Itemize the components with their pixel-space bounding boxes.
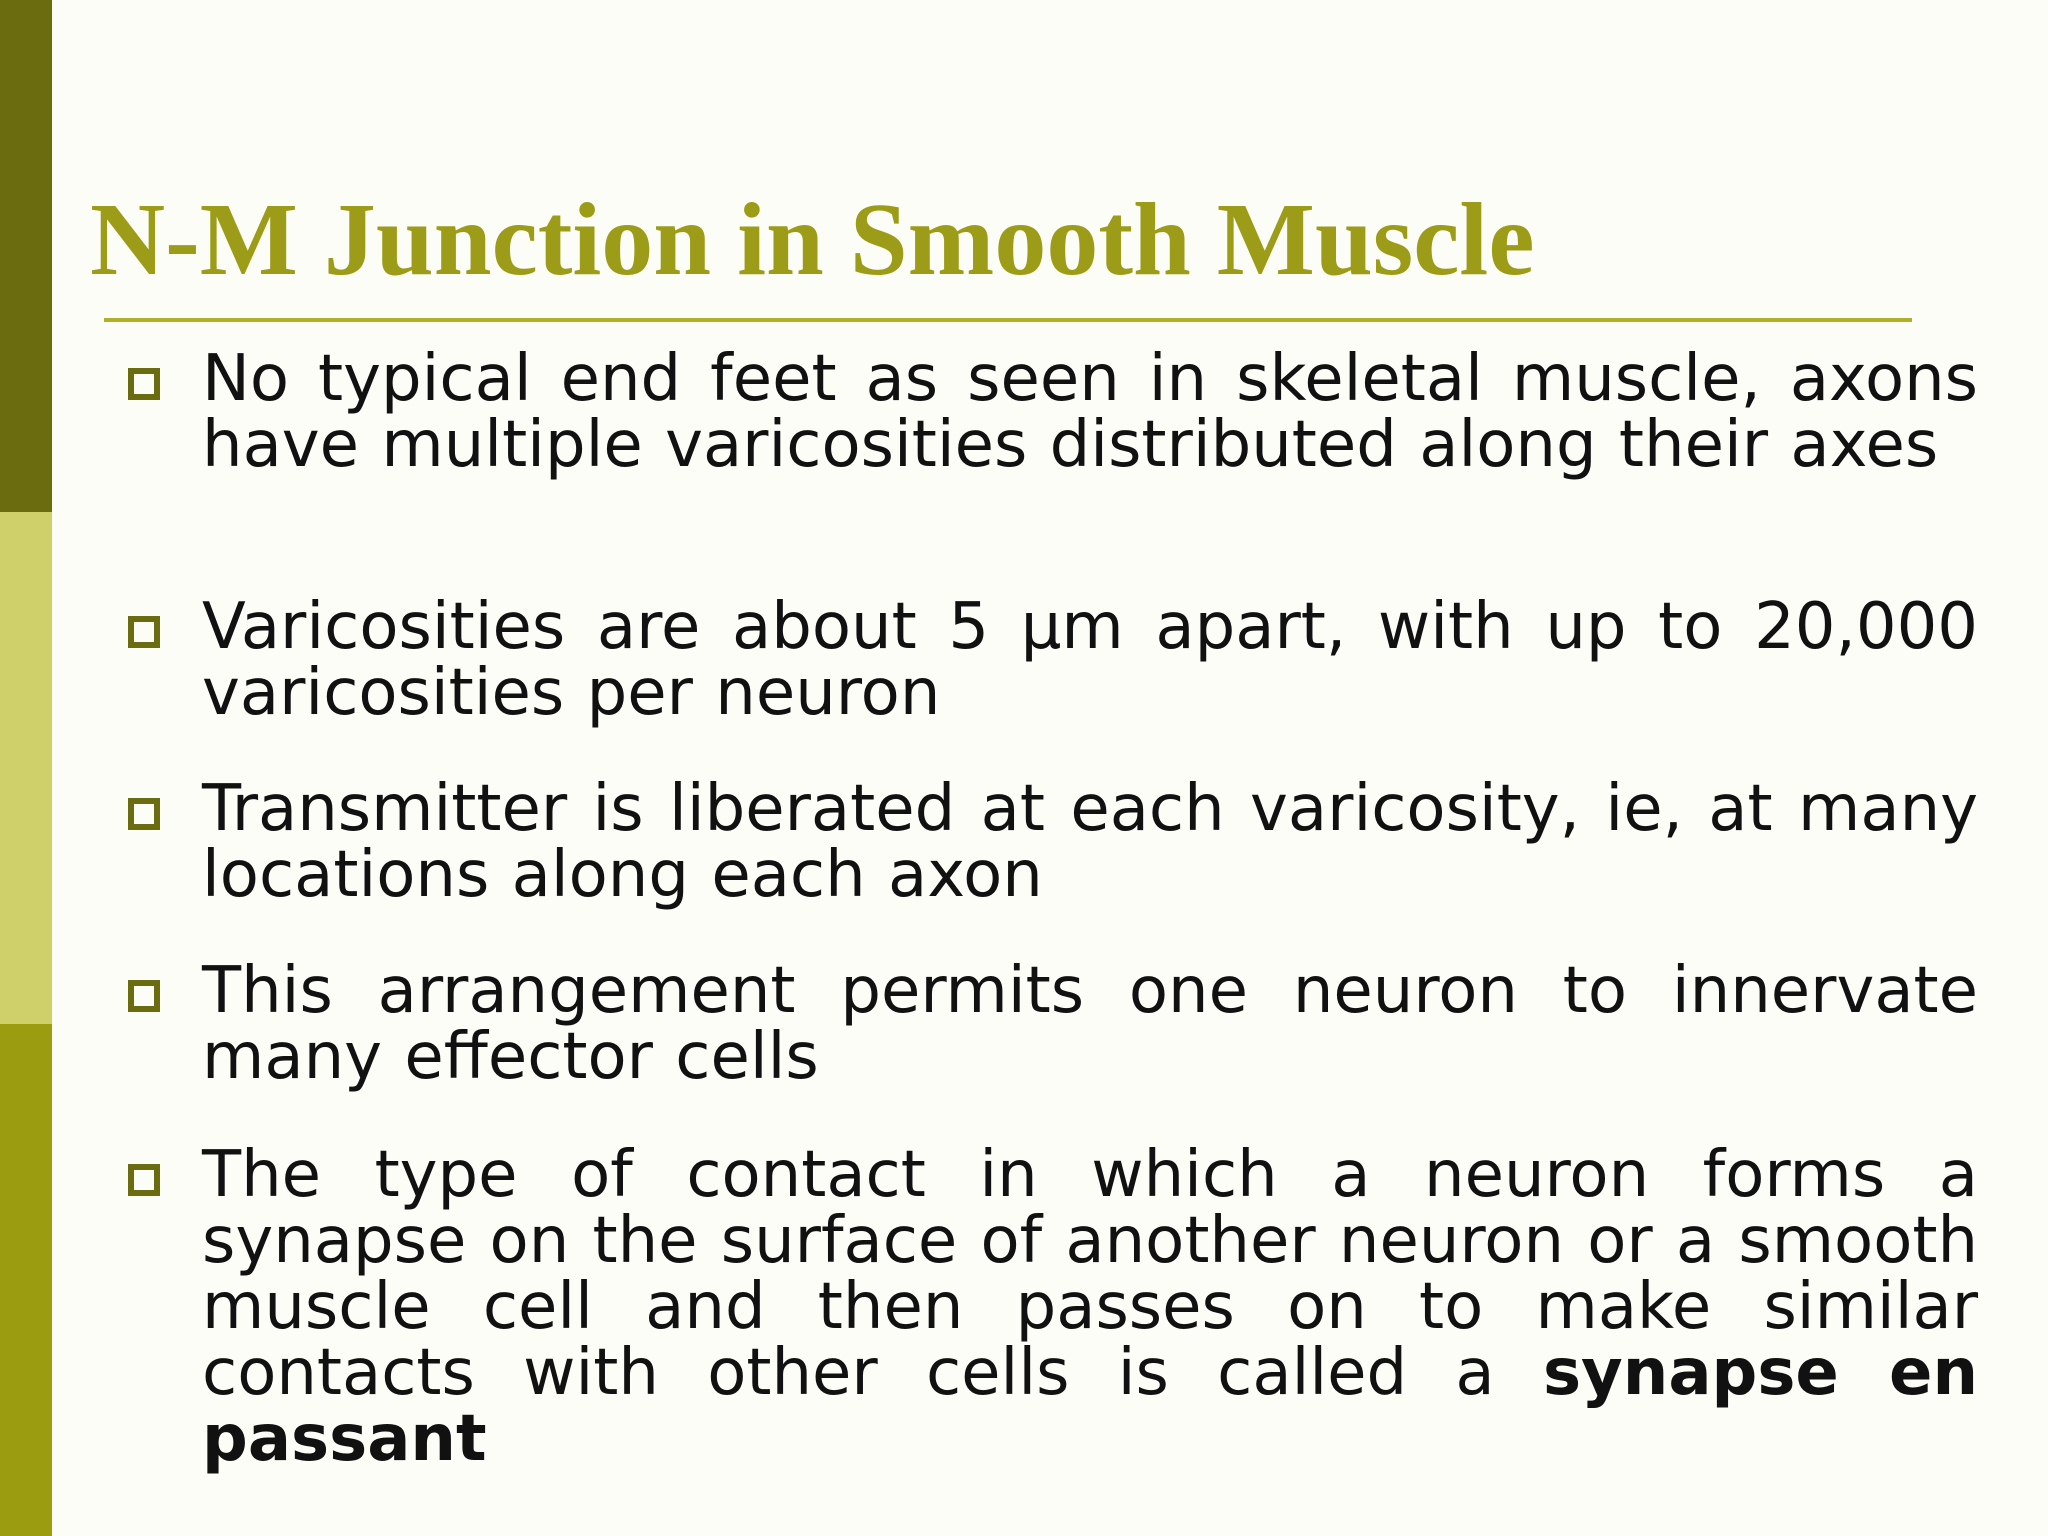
bullet-text (202, 1138, 1979, 1476)
bullet-text-plain: The type of contact in which a neuron forms a synapse on the surface of another neuron or a smooth muscle cell and then passes on to make similar contacts with other cells is called a (202, 1138, 1978, 1410)
slide-title: N-M Junction in Smooth Muscle (90, 182, 1535, 297)
bullet-text: This arrangement permits one neuron to innervate many effector cells (202, 954, 1978, 1094)
hollow-square-icon (128, 798, 160, 830)
hollow-square-icon (128, 1164, 160, 1196)
decorative-bar-bottom (0, 1024, 52, 1536)
title-underline (104, 318, 1912, 322)
hollow-square-icon (128, 616, 160, 648)
decorative-bar-middle (0, 512, 52, 1024)
bullet-text-bold: synapse en passant (202, 1336, 1979, 1476)
bullet-text: Transmitter is liberated at each varicosity, ie, at many locations along each axon (202, 772, 1978, 912)
decorative-bar-top (0, 0, 52, 512)
bullet-text: No typical end feet as seen in skeletal muscle, axons have multiple varicosities distributed along their axes (202, 342, 1978, 482)
bullet-text: Varicosities are about 5 µm apart, with up to 20,000 varicosities per neuron (202, 590, 1978, 730)
hollow-square-icon (128, 368, 160, 400)
hollow-square-icon (128, 980, 160, 1012)
